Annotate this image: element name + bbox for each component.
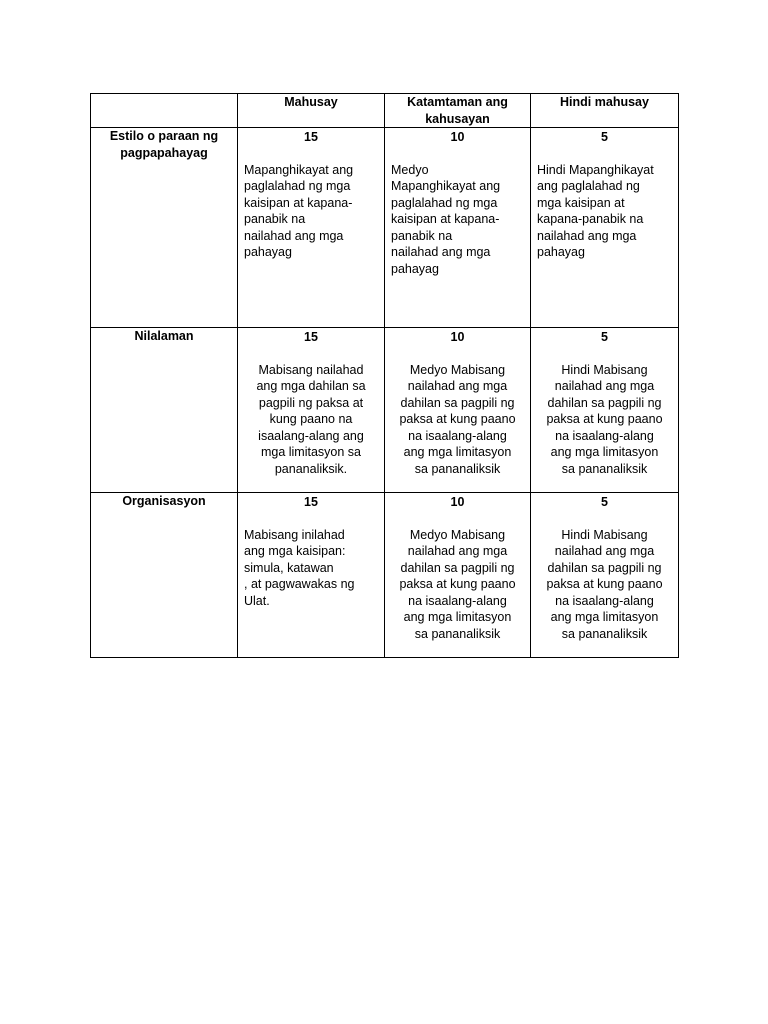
cell-description: Hindi Mapanghikayat ang paglalahad ng mga kaisipan at kapana-panabik na nailahad ang mga pahayag xyxy=(537,162,654,259)
rubric-cell xyxy=(531,128,679,328)
cell-description: Mapanghikayat ang paglalahad ng mga kaisipan at kapana- panabik na nailahad ang mga pahayag xyxy=(244,162,354,259)
corner-header-cell xyxy=(91,94,238,128)
column-header-hindi-mahusay: Hindi mahusay xyxy=(531,94,679,128)
rubric-cell xyxy=(385,493,531,658)
rubric-cell xyxy=(531,493,679,658)
cell-description: Mabisang inilahad ang mga kaisipan: simula, katawan , at pagwawakas ng Ulat. xyxy=(244,527,355,608)
cell-description: Hindi Mabisang nailahad ang mga dahilan sa pagpili ng paksa at kung paano na isaalang-alang ang mga limitasyon sa pananaliksik xyxy=(546,362,663,476)
score-value: 10 xyxy=(450,330,465,344)
rubric-cell xyxy=(385,128,531,328)
criterion-cell xyxy=(91,328,238,493)
score-value: 5 xyxy=(601,330,608,344)
rubric-cell xyxy=(238,328,385,493)
column-header-mahusay: Mahusay xyxy=(238,94,385,128)
score-value: 15 xyxy=(304,130,318,144)
score-value: 5 xyxy=(601,130,608,144)
criterion-label: Nilalaman xyxy=(134,329,194,343)
rubric-cell xyxy=(531,328,679,493)
table-row xyxy=(91,493,679,658)
rubric-cell xyxy=(238,493,385,658)
rubric-cell xyxy=(238,128,385,328)
score-value: 10 xyxy=(450,495,465,509)
score-value: 5 xyxy=(601,495,608,509)
cell-description: Mabisang nailahad ang mga dahilan sa pagpili ng paksa at kung paano na isaalang-alang ang mga limitasyon sa pananaliksik. xyxy=(256,362,366,476)
criterion-cell xyxy=(91,128,238,328)
rubric-table xyxy=(90,93,679,658)
cell-description: Medyo Mapanghikayat ang paglalahad ng mga kaisipan at kapana- panabik na nailahad ang mga pahayag xyxy=(391,162,501,276)
score-value: 15 xyxy=(304,495,318,509)
cell-description: Medyo Mabisang nailahad ang mga dahilan sa pagpili ng paksa at kung paano na isaalang-alang ang mga limitasyon sa pananaliksik xyxy=(399,362,516,476)
table-row xyxy=(91,128,679,328)
cell-description: Hindi Mabisang nailahad ang mga dahilan sa pagpili ng paksa at kung paano na isaalang-alang ang mga limitasyon sa pananaliksik xyxy=(546,527,663,641)
criterion-cell xyxy=(91,493,238,658)
criterion-label: Estilo o paraan ng pagpapahayag xyxy=(109,129,219,160)
score-value: 15 xyxy=(304,330,318,344)
cell-description: Medyo Mabisang nailahad ang mga dahilan sa pagpili ng paksa at kung paano na isaalang-alang ang mga limitasyon sa pananaliksik xyxy=(399,527,516,641)
score-value: 10 xyxy=(450,130,465,144)
header-row xyxy=(91,94,679,128)
rubric-cell xyxy=(385,328,531,493)
column-header-katamtaman: Katamtaman ang kahusayan xyxy=(385,94,531,128)
table-row xyxy=(91,328,679,493)
criterion-label: Organisasyon xyxy=(122,494,206,508)
